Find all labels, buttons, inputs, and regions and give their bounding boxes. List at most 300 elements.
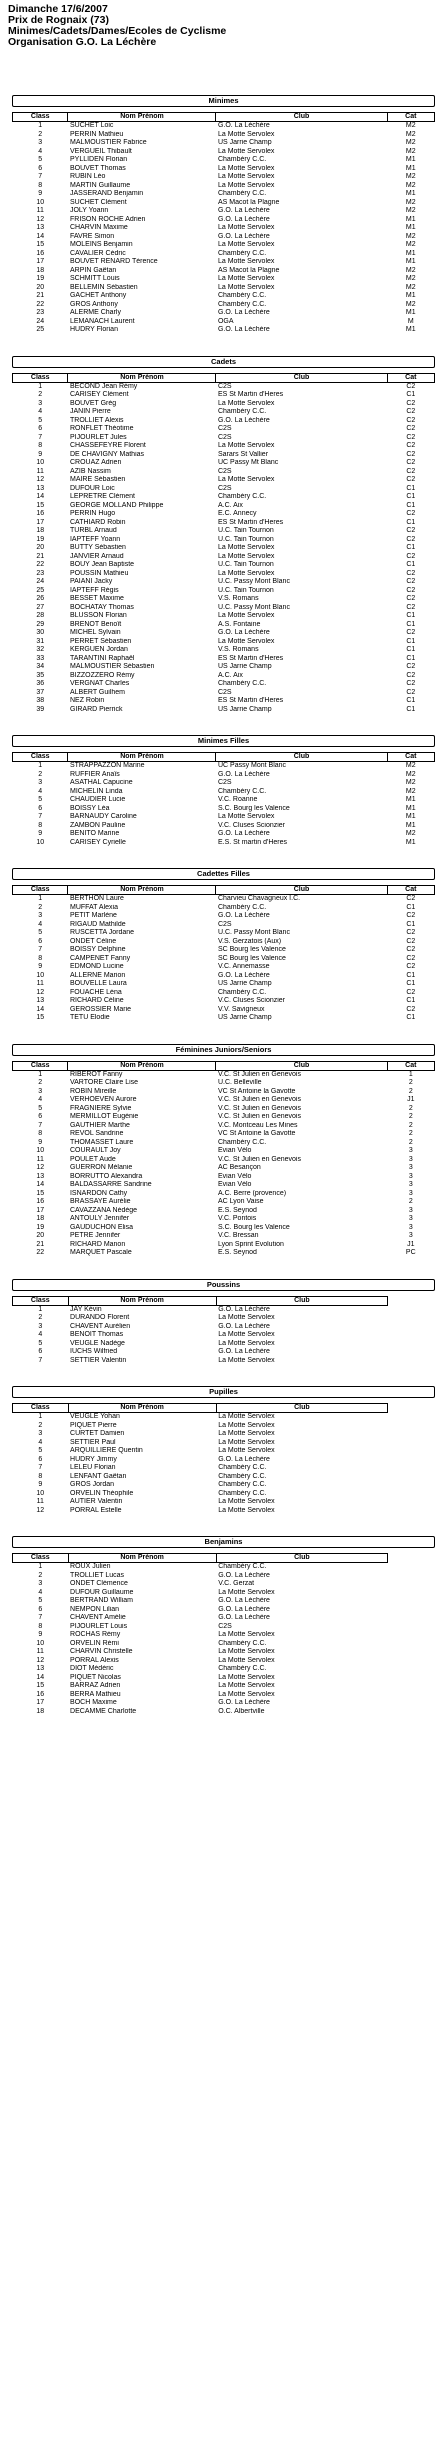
table-header-row — [13, 1061, 435, 1070]
table-row — [13, 190, 435, 199]
category-cell: 3 — [408, 1164, 413, 1171]
club-cell: G.O. La Léchère — [218, 1455, 270, 1463]
table-row — [13, 382, 435, 391]
rank-cell: 8 — [38, 1472, 43, 1480]
rider-name-cell: PYLLIDEN Florian — [69, 156, 128, 163]
category-cell: C2 — [406, 442, 416, 449]
rank-cell: 19 — [36, 275, 45, 282]
category-cell: C1 — [406, 484, 416, 492]
table-row — [13, 587, 435, 596]
column-header: Nom Prénom — [68, 886, 216, 895]
category-cell: C2 — [406, 535, 416, 543]
club-cell: U.C. Tain Tournon — [217, 561, 274, 568]
results-table — [12, 1061, 435, 1258]
rider-name-cell: JANIN Pierre — [69, 408, 111, 415]
rider-name-cell: PIJOURLET Louis — [70, 1622, 128, 1630]
category-cell — [388, 1691, 435, 1700]
rider-name-cell: AUTIER Valentin — [70, 1498, 123, 1505]
category-cell: C1 — [406, 654, 416, 662]
rider-name-cell: RONFLET Théotime — [69, 425, 134, 432]
rider-name-cell: HUDRY Jimmy — [70, 1455, 117, 1463]
table-row — [13, 1331, 436, 1340]
column-header: Club — [216, 373, 387, 382]
category-cell: M2 — [405, 147, 416, 155]
rider-name-cell: BECOND Jean Rémy — [69, 382, 138, 390]
table-row — [13, 1105, 435, 1114]
club-cell: C2S — [217, 920, 232, 928]
category-cell: M1 — [405, 258, 416, 265]
rank-cell: 2 — [38, 1421, 43, 1429]
table-row — [13, 284, 435, 293]
rider-name-cell: GUERRON Mélanie — [69, 1164, 133, 1171]
club-cell: La Motte Servolex — [217, 173, 275, 180]
category-cell: 1 — [408, 1070, 413, 1078]
club-cell: G.O. La Léchère — [217, 215, 270, 223]
rider-name-cell: CHAUDIER Lucie — [69, 796, 126, 803]
category-cell: M2 — [405, 779, 416, 786]
club-cell: U.C. Passy Mont Blanc — [217, 929, 290, 936]
category-cell: C1 — [406, 493, 416, 500]
rider-name-cell: GAUTHIER Marthe — [69, 1121, 130, 1129]
category-cell: C1 — [406, 501, 416, 509]
rider-name-cell: PERRET Sébastien — [69, 637, 132, 645]
rider-name-cell: MARQUET Pascale — [69, 1249, 132, 1256]
rank-cell: 35 — [36, 671, 45, 679]
rider-name-cell: RUFFIER Anaïs — [69, 770, 120, 778]
table-row — [13, 224, 435, 233]
table-header-row — [13, 1554, 436, 1563]
table-row — [13, 241, 435, 250]
club-cell: La Motte Servolex — [218, 1421, 275, 1429]
rider-name-cell: ROCHAS Rémy — [70, 1631, 121, 1638]
table-row — [13, 1190, 435, 1199]
rank-cell: 12 — [36, 1506, 45, 1514]
club-cell: La Motte Servolex — [218, 1648, 275, 1655]
table-row — [13, 326, 435, 335]
club-cell: La Motte Servolex — [217, 399, 275, 407]
column-header: Nom Prénom — [68, 1404, 216, 1413]
category-cell — [388, 1563, 435, 1572]
table-row — [13, 1498, 436, 1507]
category-cell: M1 — [405, 156, 416, 163]
results-table — [12, 752, 435, 847]
category-cell: M2 — [405, 198, 416, 206]
category-cell: C1 — [406, 620, 416, 628]
category-cell: M1 — [405, 309, 416, 316]
rider-name-cell: VARTORE Claire Lise — [69, 1079, 139, 1086]
rank-cell: 4 — [38, 1331, 43, 1338]
table-row — [13, 301, 435, 310]
category-cell: M1 — [405, 292, 416, 299]
club-cell: La Motte Servolex — [217, 442, 275, 449]
club-cell: Chambéry C.C. — [217, 408, 267, 415]
rank-cell: 3 — [38, 1580, 43, 1587]
rider-name-cell: MAIRE Sébastien — [69, 476, 126, 483]
club-cell: Chambéry C.C. — [218, 1563, 267, 1570]
table-row — [13, 672, 435, 681]
rider-name-cell: HUDRY Florian — [69, 326, 118, 333]
rank-cell: 19 — [36, 535, 45, 543]
table-row — [13, 1665, 436, 1674]
club-cell: C2S — [217, 484, 232, 492]
rank-cell: 19 — [36, 1223, 45, 1231]
table-row — [13, 972, 435, 981]
rank-cell: 20 — [36, 1232, 45, 1239]
rider-name-cell: BLUSSON Florian — [69, 612, 127, 619]
club-cell: Evian Vélo — [217, 1147, 252, 1154]
rider-name-cell: BENOIT Thomas — [70, 1331, 124, 1338]
category-cell: C1 — [406, 903, 416, 911]
category-cell: M1 — [405, 224, 416, 231]
category-cell — [388, 1464, 435, 1473]
club-cell: SC Bourg les Valence — [217, 954, 286, 962]
rank-cell: 20 — [36, 544, 45, 551]
rank-cell: 2 — [38, 1079, 43, 1086]
table-row — [13, 1708, 436, 1717]
rider-name-cell: RIGAUD Mathilde — [69, 920, 126, 928]
rank-cell: 7 — [38, 813, 43, 820]
table-row — [13, 604, 435, 613]
club-cell: V.C. Montceau Les Mines — [217, 1121, 298, 1129]
club-cell: La Motte Servolex — [218, 1673, 275, 1681]
table-row — [13, 680, 435, 689]
rider-name-cell: BOUVET Thomas — [69, 164, 126, 172]
table-row — [13, 1481, 436, 1490]
club-cell: V.C. St Julien en Genevois — [217, 1155, 301, 1163]
table-row — [13, 822, 435, 831]
category-cell: C2 — [406, 946, 416, 953]
table-row — [13, 502, 435, 511]
rank-cell: 22 — [36, 1249, 45, 1256]
club-cell: La Motte Servolex — [218, 1331, 275, 1338]
club-cell: OGA — [217, 317, 234, 325]
rider-name-cell: BENITO Marine — [69, 830, 120, 837]
rider-name-cell: BARNAUDY Caroline — [69, 813, 137, 820]
rank-cell: 38 — [36, 697, 45, 704]
rider-name-cell: BOISSY Léa — [69, 804, 110, 812]
column-header: Class — [13, 886, 68, 895]
category-cell: C1 — [406, 1014, 416, 1021]
category-cell: M2 — [405, 762, 416, 769]
category-cell: C2 — [406, 1005, 416, 1013]
club-cell: US Jarrie Champ — [217, 139, 272, 146]
table-row — [13, 929, 435, 938]
rider-name-cell: REVOL Sandrine — [69, 1130, 124, 1137]
category-cell: 3 — [408, 1147, 413, 1154]
table-row — [13, 629, 435, 638]
column-header: Club — [216, 886, 387, 895]
club-cell: G.O. La Léchère — [218, 1699, 270, 1706]
table-row — [13, 207, 435, 216]
rank-cell: 28 — [36, 612, 45, 619]
rider-name-cell: RICHARD Céline — [69, 997, 124, 1004]
rank-cell: 17 — [36, 1699, 45, 1706]
rank-cell: 13 — [36, 997, 45, 1004]
rank-cell: 3 — [38, 1430, 43, 1437]
rank-cell: 10 — [36, 459, 45, 466]
table-row — [13, 148, 435, 157]
results-section — [12, 95, 435, 335]
rank-cell: 11 — [36, 467, 44, 475]
table-row — [13, 1070, 435, 1079]
column-header: Class — [13, 1061, 68, 1070]
rank-cell: 22 — [36, 300, 45, 308]
category-cell: C1 — [406, 997, 416, 1004]
table-row — [13, 1164, 435, 1173]
category-cell: M — [407, 317, 414, 325]
column-header: Nom Prénom — [68, 1554, 216, 1563]
results-sections — [12, 95, 435, 1737]
category-cell: M2 — [405, 266, 416, 274]
club-cell: V.C. St Julien en Genevois — [217, 1096, 301, 1103]
club-cell: La Motte Servolex — [218, 1413, 275, 1420]
rank-cell: 29 — [36, 620, 45, 628]
rank-cell: 32 — [36, 646, 45, 653]
category-cell — [388, 1413, 435, 1422]
table-row — [13, 1589, 436, 1598]
table-row — [13, 165, 435, 174]
club-cell: G.O. La Léchère — [217, 232, 270, 240]
table-header-row — [13, 373, 435, 382]
club-cell: G.O. La Léchère — [218, 1348, 270, 1355]
table-row — [13, 459, 435, 468]
rider-name-cell: CAVAZZANA Nédège — [69, 1206, 138, 1214]
rider-name-cell: CARISEY Cyrielle — [69, 838, 126, 846]
club-cell: U.C. Tain Tournon — [217, 586, 274, 594]
club-cell: La Motte Servolex — [218, 1690, 275, 1698]
category-cell: 3 — [408, 1215, 413, 1222]
rank-cell: 6 — [38, 164, 43, 172]
club-cell: AS Macot la Plagne — [217, 266, 280, 274]
table-row — [13, 997, 435, 1006]
category-cell: M2 — [405, 830, 416, 837]
rank-cell: 15 — [36, 1682, 45, 1689]
club-cell: A.C. Aix — [217, 671, 243, 679]
category-cell: C1 — [406, 705, 416, 713]
table-row — [13, 400, 435, 409]
rider-name-cell: JOLY Yoann — [69, 207, 109, 214]
category-cell: 3 — [408, 1232, 413, 1239]
rank-cell: 15 — [36, 241, 45, 248]
table-row — [13, 131, 435, 140]
table-row — [13, 527, 435, 536]
rider-name-cell: GROS Jordan — [70, 1481, 115, 1488]
rider-name-cell: RICHARD Manon — [69, 1240, 126, 1248]
club-cell: Evian Vélo — [217, 1181, 252, 1188]
club-cell: C2S — [217, 467, 232, 475]
club-cell: La Motte Servolex — [217, 612, 275, 619]
rank-cell: 27 — [36, 603, 45, 611]
rank-cell: 8 — [38, 1622, 43, 1630]
club-cell: Chambéry C.C. — [218, 1472, 267, 1480]
table-row — [13, 1507, 436, 1516]
category-cell — [388, 1323, 435, 1332]
rider-name-cell: BUTTY Sébastien — [69, 544, 126, 551]
column-header: Club — [216, 1554, 387, 1563]
category-cell: C2 — [406, 988, 416, 996]
club-cell: C2S — [217, 688, 232, 696]
table-row — [13, 830, 435, 839]
rank-cell: 11 — [36, 1155, 44, 1163]
club-cell: US Jarrie Champ — [217, 980, 272, 987]
rank-cell: 2 — [38, 1571, 43, 1579]
column-header: Class — [13, 373, 68, 382]
rider-name-cell: BESSET Maxime — [69, 595, 124, 602]
club-cell: G.O. La Léchère — [217, 122, 270, 129]
rank-cell: 13 — [36, 224, 45, 231]
club-cell: C2S — [217, 779, 232, 786]
club-cell: Chambéry C.C. — [218, 1481, 267, 1488]
rank-cell: 3 — [38, 1087, 43, 1095]
column-header: Nom Prénom — [68, 113, 216, 122]
club-cell: La Motte Servolex — [218, 1438, 275, 1446]
column-header: Club — [216, 113, 387, 122]
category-cell — [388, 1631, 435, 1640]
rider-name-cell: GEROSSIER Marie — [69, 1005, 132, 1013]
category-cell — [388, 1439, 435, 1448]
section-title: Féminines Juniors/Seniors — [12, 1044, 435, 1056]
column-header-empty — [388, 1296, 435, 1305]
category-cell: C2 — [406, 450, 416, 458]
rider-name-cell: LELEU Florian — [70, 1464, 116, 1471]
category-cell: C2 — [406, 433, 416, 441]
rider-name-cell: CHARVIN Maxime — [69, 224, 128, 231]
table-row — [13, 1699, 436, 1708]
section-title: Minimes Filles — [12, 735, 435, 747]
rider-name-cell: CAMPENET Fanny — [69, 954, 131, 962]
rank-cell: 3 — [38, 779, 43, 786]
category-cell: C2 — [406, 476, 416, 483]
club-cell: G.O. La Léchère — [218, 1614, 270, 1621]
rank-cell: 20 — [36, 283, 45, 291]
rider-name-cell: FRISON ROCHE Adrien — [69, 215, 146, 223]
category-cell — [388, 1430, 435, 1439]
table-row — [13, 417, 435, 426]
rider-name-cell: ROBIN Mireille — [69, 1087, 117, 1095]
rank-cell: 5 — [38, 929, 43, 936]
rider-name-cell: DE CHAVIGNY Mathias — [69, 450, 145, 458]
table-header-row — [13, 753, 435, 762]
rank-cell: 23 — [36, 309, 45, 316]
rider-name-cell: DURANDO Florent — [70, 1314, 130, 1321]
rider-name-cell: LENFANT Gaëtan — [70, 1472, 127, 1480]
category-cell: J1 — [407, 1240, 415, 1248]
rider-name-cell: ORVELIN Théophile — [70, 1489, 134, 1497]
rank-cell: 5 — [38, 1597, 43, 1604]
club-cell: E.S. St martin d'Heres — [217, 838, 287, 846]
club-cell: U.C. Passy Mont Blanc — [217, 578, 290, 585]
rider-name-cell: STRAPPAZZON Marine — [69, 762, 145, 769]
rider-name-cell: MUFFAT Alexia — [69, 903, 118, 911]
table-row — [13, 292, 435, 301]
table-row — [13, 1323, 436, 1332]
rank-cell: 14 — [36, 493, 45, 500]
category-cell: M1 — [405, 804, 416, 812]
results-table — [12, 885, 435, 1023]
results-header — [8, 4, 226, 48]
category-cell — [388, 1597, 435, 1606]
table-row — [13, 1413, 436, 1422]
table-row — [13, 442, 435, 451]
rank-cell: 10 — [36, 971, 45, 979]
category-cell: C2 — [406, 408, 416, 415]
rider-name-cell: CATHIARD Robin — [69, 518, 126, 526]
table-row — [13, 1224, 435, 1233]
category-cell: M2 — [405, 130, 416, 138]
club-cell: U.C. Tain Tournon — [217, 535, 274, 543]
table-row — [13, 963, 435, 972]
category-cell: C1 — [406, 971, 416, 979]
category-cell: C2 — [406, 663, 416, 670]
rider-name-cell: CAVALIER Cédric — [69, 249, 126, 257]
rank-cell: 21 — [36, 552, 45, 560]
rider-name-cell: VERGUEIL Thibault — [69, 147, 132, 155]
rider-name-cell: AZIB Nassim — [69, 467, 111, 475]
table-row — [13, 771, 435, 780]
rank-cell: 34 — [36, 663, 45, 670]
rider-name-cell: NEZ Robin — [69, 697, 105, 704]
table-row — [13, 1606, 436, 1615]
table-row — [13, 1139, 435, 1148]
club-cell: V.S. Romans — [217, 646, 259, 653]
rank-cell: 11 — [36, 1648, 44, 1655]
club-cell: La Motte Servolex — [218, 1506, 275, 1514]
club-cell: La Motte Servolex — [217, 275, 275, 282]
category-cell — [388, 1572, 435, 1581]
club-cell: Chambéry C.C. — [217, 190, 267, 197]
rider-name-cell: PORRAL Alexis — [70, 1656, 119, 1664]
rank-cell: 9 — [38, 1481, 43, 1488]
rank-cell: 1 — [38, 122, 43, 129]
column-header-empty — [388, 1554, 435, 1563]
table-row — [13, 980, 435, 989]
table-row — [13, 425, 435, 434]
results-section — [12, 868, 435, 1023]
club-cell: Lyon Sprint Evolution — [217, 1240, 284, 1248]
section-title: Benjamins — [12, 1536, 435, 1548]
club-cell: La Motte Servolex — [217, 283, 275, 291]
category-cell: M1 — [405, 838, 416, 846]
rider-name-cell: JASSERAND Benjamin — [69, 190, 144, 197]
rank-cell: 1 — [38, 382, 43, 390]
rider-name-cell: LEMANACH Laurent — [69, 317, 135, 325]
category-cell: C2 — [406, 688, 416, 696]
club-cell: S.C. Bourg les Valence — [217, 804, 290, 812]
rider-name-cell: MALMOUSTIER Sébastien — [69, 663, 155, 670]
rider-name-cell: GIRARD Pierrick — [69, 705, 123, 713]
category-cell — [388, 1473, 435, 1482]
category-cell — [388, 1648, 435, 1657]
category-cell: C2 — [406, 895, 416, 902]
rank-cell: 6 — [38, 1605, 43, 1613]
category-cell — [388, 1498, 435, 1507]
rank-cell: 8 — [38, 442, 43, 449]
rider-name-cell: CHASSEFEYRE Florent — [69, 442, 146, 449]
club-cell: La Motte Servolex — [217, 181, 275, 189]
table-row — [13, 1305, 436, 1314]
rank-cell: 9 — [38, 830, 43, 837]
table-row — [13, 199, 435, 208]
club-cell: G.O. La Léchère — [217, 629, 270, 636]
rider-name-cell: ROUX Julien — [70, 1563, 111, 1570]
category-cell: 2 — [408, 1198, 413, 1205]
club-cell: V.V. Savigneux — [217, 1005, 265, 1013]
category-cell: C2 — [406, 937, 416, 945]
table-row — [13, 788, 435, 797]
category-cell: 2 — [408, 1113, 413, 1120]
club-cell: Chambéry C.C. — [217, 156, 267, 163]
table-row — [13, 250, 435, 259]
